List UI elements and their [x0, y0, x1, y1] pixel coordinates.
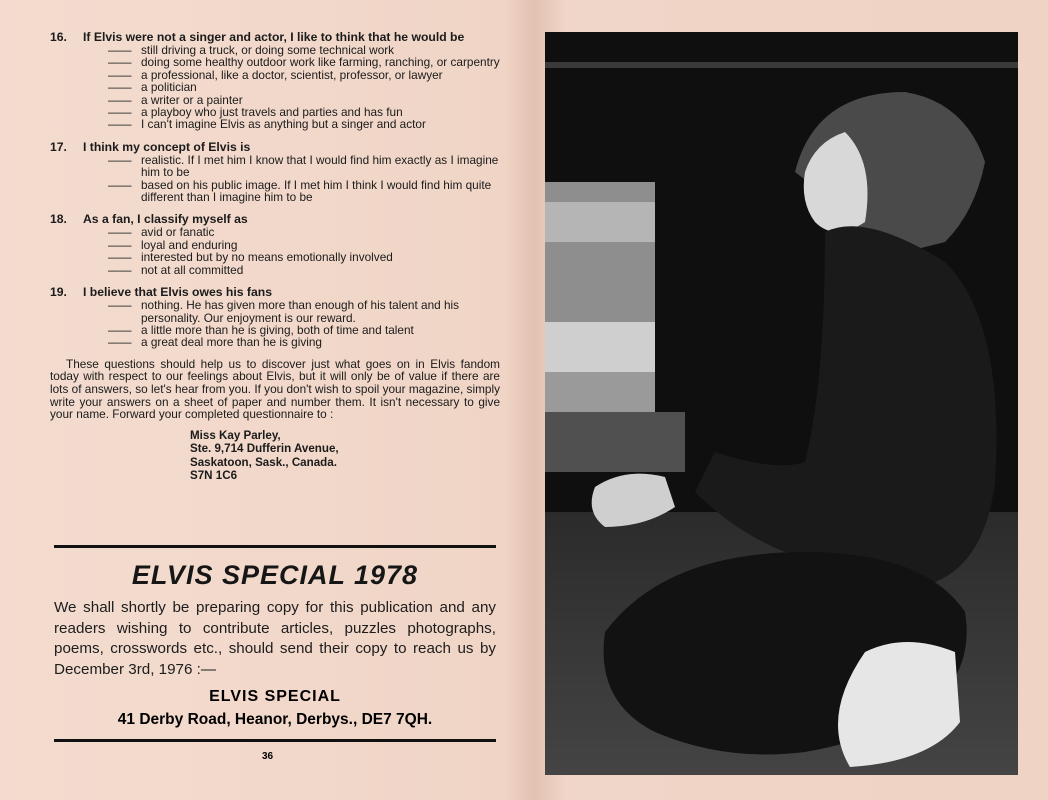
- answer-blank: ——: [108, 80, 132, 95]
- question-text: I believe that Elvis owes his fans: [83, 285, 272, 300]
- question-heading: [50, 140, 500, 154]
- question-19: [50, 285, 500, 349]
- answer-text: realistic. If I met him I know that I would find him exactly as I imagine him to be: [141, 152, 499, 180]
- questions-list: [50, 30, 500, 349]
- address-line: Saskatoon, Sask., Canada.: [190, 455, 337, 469]
- answer-option: [108, 56, 500, 68]
- answer-text: doing some healthy outdoor work like farming, ranching, or carpentry: [141, 55, 500, 70]
- answer-blank: ——: [108, 322, 132, 337]
- answer-option: [108, 251, 500, 263]
- elvis-photo-illustration: [545, 32, 1018, 775]
- answer-option: [108, 299, 500, 324]
- answer-blank: ——: [108, 250, 132, 265]
- answer-blank: ——: [108, 237, 132, 252]
- answer-text: nothing. He has given more than enough of his talent and his personality. Our enjoyment is our reward.: [141, 298, 460, 325]
- answer-blank: ——: [108, 152, 132, 167]
- answer-text: a professional, like a doctor, scientist, professor, or lawyer: [141, 67, 443, 82]
- page-number: 36: [262, 751, 274, 762]
- answer-option: [108, 226, 500, 238]
- address-line: Miss Kay Parley,: [190, 428, 281, 442]
- answer-text: avid or fanatic: [141, 225, 215, 240]
- address-line: Ste. 9,714 Dufferin Avenue,: [190, 442, 339, 456]
- address-line: S7N 1C6: [190, 468, 238, 482]
- question-text: As a fan, I classify myself as: [83, 212, 248, 227]
- answer-text: a little more than he is giving, both of time and talent: [141, 322, 414, 337]
- answer-option: [108, 81, 500, 93]
- special-body: We shall shortly be preparing copy for this publication and any readers wishing to contribute articles, puzzles photographs, poems, crosswords etc., should send their copy to reach us by December 3rd, 1976 :—: [54, 599, 496, 678]
- question-heading: [50, 285, 500, 299]
- answer-blank: ——: [108, 67, 132, 82]
- answer-options: [108, 44, 500, 131]
- answer-text: interested but by no means emotionally involved: [141, 250, 393, 265]
- answer-blank: ——: [108, 298, 132, 313]
- question-number: 16.: [50, 30, 67, 44]
- answer-text: a great deal more than he is giving: [141, 335, 322, 350]
- answer-text: a politician: [141, 80, 197, 95]
- answer-options: [108, 154, 500, 204]
- divider-rule: [54, 739, 496, 742]
- answer-text: a writer or a painter: [141, 92, 243, 107]
- answer-blank: ——: [108, 117, 132, 132]
- answer-blank: ——: [108, 177, 132, 192]
- answer-text: not at all committed: [141, 262, 244, 277]
- answer-option: [108, 118, 500, 130]
- answer-option: [108, 179, 500, 204]
- question-number: 17.: [50, 139, 67, 154]
- answer-text: based on his public image. If I met him I think I would find him quite different than I imagine him to be: [141, 177, 492, 205]
- question-17: [50, 140, 500, 204]
- intro-paragraph: These questions should help us to discover just what goes on in Elvis fandom today with respect to our feelings about Elvis, but it will only be of value if there are lots of answers, so let's hear from you. If you don't wish to spoil your magazine, simply write your answers on a sheet of paper and number them. It isn't necessary to give your name. Forward your completed questionnaire to :: [50, 356, 500, 422]
- question-heading: [50, 212, 500, 226]
- answer-text: I can't imagine Elvis as anything but a singer and actor: [141, 117, 426, 132]
- question-number: 19.: [50, 285, 67, 300]
- special-address: 41 Derby Road, Heanor, Derbys., DE7 7QH.: [117, 711, 433, 728]
- question-18: [50, 212, 500, 276]
- answer-options: [108, 226, 500, 276]
- question-heading: [50, 30, 500, 44]
- answer-text: loyal and enduring: [141, 237, 238, 252]
- questionnaire-column: [50, 30, 500, 482]
- answer-blank: ——: [108, 105, 132, 120]
- answer-blank: ——: [108, 225, 132, 240]
- question-text: I think my concept of Elvis is: [83, 139, 251, 154]
- answer-blank: ——: [108, 55, 132, 70]
- answer-option: [108, 264, 500, 276]
- special-name: ELVIS SPECIAL: [209, 688, 341, 705]
- answer-blank: ——: [108, 262, 132, 277]
- answer-blank: ——: [108, 92, 132, 107]
- answer-blank: ——: [108, 335, 132, 350]
- elvis-photo: [545, 32, 1018, 775]
- answer-text: still driving a truck, or doing some technical work: [141, 43, 395, 57]
- question-16: [50, 30, 500, 131]
- answer-blank: ——: [108, 43, 132, 57]
- answer-text: a playboy who just travels and parties and has fun: [141, 105, 403, 120]
- question-text: If Elvis were not a singer and actor, I like to think that he would be: [83, 30, 465, 44]
- question-number: 18.: [50, 212, 67, 227]
- answer-option: [108, 336, 500, 348]
- answer-option: [108, 154, 500, 179]
- divider-rule: [54, 545, 496, 548]
- special-title: ELVIS SPECIAL 1978: [131, 560, 419, 590]
- mailing-address: [190, 429, 500, 483]
- answer-options: [108, 299, 500, 349]
